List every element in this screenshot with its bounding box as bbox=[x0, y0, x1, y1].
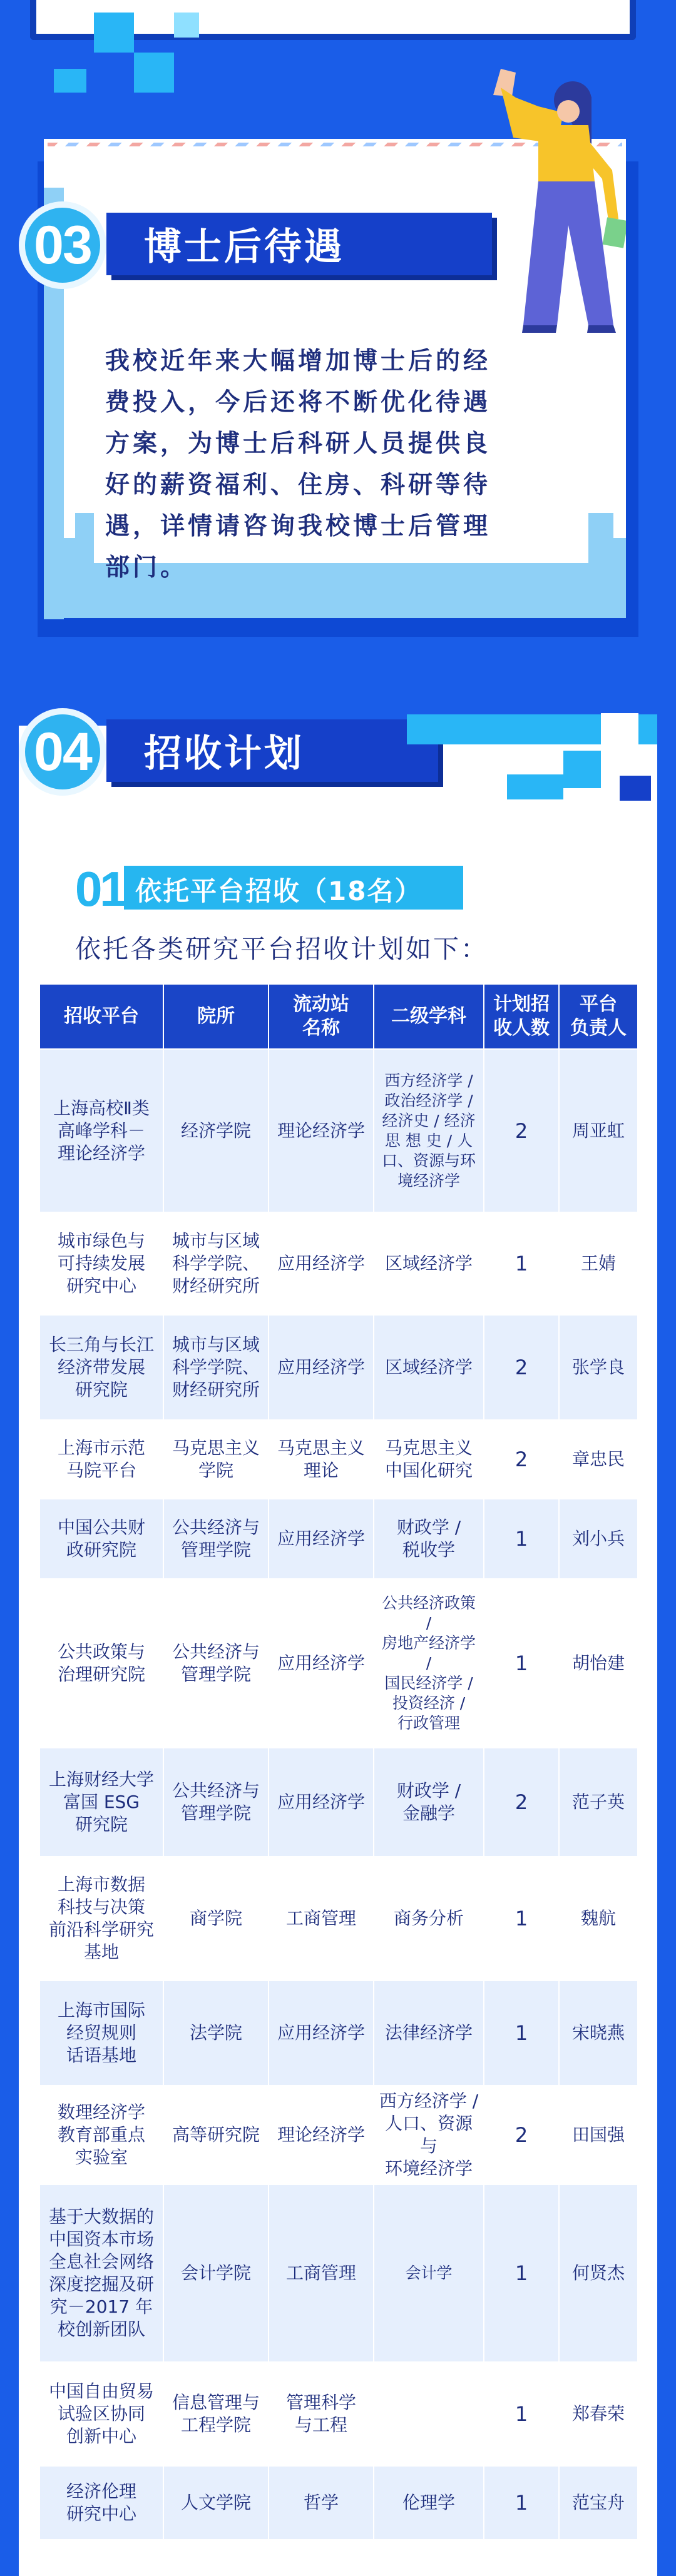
cell-text: 1 bbox=[515, 2491, 528, 2515]
body-line: 费投入，今后还将不断优化待遇 bbox=[105, 388, 491, 417]
cell-text: 理论 bbox=[303, 1460, 339, 1481]
table-row bbox=[39, 1316, 638, 1419]
cell-text: 管理学院 bbox=[180, 1539, 251, 1560]
cell-text: 范子英 bbox=[571, 1792, 625, 1812]
header-text: 名称 bbox=[302, 1017, 340, 1039]
section04-number-badge bbox=[19, 708, 106, 796]
cell-text: 城市与区域 bbox=[172, 1334, 260, 1355]
cell-text: 工商管理 bbox=[285, 2263, 356, 2283]
cell-text: 马克思主义 bbox=[172, 1438, 260, 1458]
cell-text: 理论经济学 bbox=[57, 1142, 145, 1164]
discipline-cell bbox=[374, 1049, 484, 1212]
institute-cell bbox=[163, 1578, 269, 1748]
count-cell bbox=[484, 2085, 559, 2185]
table-row bbox=[39, 1981, 638, 2085]
discipline-cell bbox=[374, 1856, 484, 1981]
cell-text: 话语基地 bbox=[66, 2045, 136, 2066]
cell-text: 工程学院 bbox=[180, 2415, 251, 2435]
subsection-number: 01 bbox=[75, 861, 125, 916]
platform-cell bbox=[39, 1316, 163, 1419]
station-cell bbox=[269, 1981, 374, 2085]
pixel-decoration bbox=[507, 774, 563, 799]
cell-text: 科学学院、 bbox=[172, 1357, 260, 1377]
recruitment-table bbox=[39, 983, 638, 2539]
header-count bbox=[484, 984, 559, 1049]
table-row bbox=[39, 1748, 638, 1856]
station-cell bbox=[269, 1316, 374, 1419]
leader-cell bbox=[559, 1419, 638, 1499]
cell-text: 信息管理与 bbox=[172, 2392, 260, 2413]
cell-text: 人口、资源与 bbox=[384, 2113, 473, 2156]
leader-cell bbox=[559, 1981, 638, 2085]
institute-cell bbox=[163, 1499, 269, 1578]
table-row bbox=[39, 1578, 638, 1748]
cell-text: 应用经济学 bbox=[277, 1253, 365, 1274]
cell-text: 商务分析 bbox=[393, 1908, 464, 1929]
leader-cell bbox=[559, 1748, 638, 1856]
pixel-decoration bbox=[563, 751, 601, 788]
cell-text: 管理科学 bbox=[285, 2392, 356, 2413]
body-line: 我校近年来大幅增加博士后的经 bbox=[105, 347, 491, 375]
cell-text: 中国公共财 bbox=[57, 1517, 145, 1538]
count-cell bbox=[484, 1419, 559, 1499]
header-station bbox=[269, 984, 374, 1049]
header-text: 收人数 bbox=[493, 1017, 550, 1039]
station-cell bbox=[269, 1499, 374, 1578]
count-cell bbox=[484, 1578, 559, 1748]
cell-text: 法学院 bbox=[189, 2022, 242, 2043]
section04-title-banner bbox=[106, 719, 438, 782]
header-text: 平台 bbox=[580, 993, 617, 1015]
count-cell bbox=[484, 1856, 559, 1981]
cell-text: 哲学 bbox=[303, 2492, 339, 2513]
cell-text: 公共经济与 bbox=[172, 1780, 260, 1801]
cell-text: 高峰学科－ bbox=[57, 1120, 145, 1141]
cell-text: 口、资源与环 bbox=[381, 1151, 476, 1170]
discipline-cell bbox=[374, 2361, 484, 2467]
institute-cell bbox=[163, 1419, 269, 1499]
platform-cell bbox=[39, 1748, 163, 1856]
cell-text: 宋晓燕 bbox=[571, 2022, 625, 2043]
cell-text: 范宝舟 bbox=[571, 2492, 625, 2513]
platform-cell bbox=[39, 2361, 163, 2467]
header-platform bbox=[39, 984, 163, 1049]
cell-text: 田国强 bbox=[571, 2124, 625, 2145]
cell-text: 马克思主义 bbox=[277, 1438, 365, 1458]
table-row bbox=[39, 2467, 638, 2539]
cell-text: 研究院 bbox=[74, 1814, 128, 1835]
cell-text: 经贸规则 bbox=[66, 2022, 136, 2043]
cell-text: 人文学院 bbox=[180, 2492, 251, 2513]
cell-text: 实验室 bbox=[74, 2147, 128, 2168]
cell-text: 2 bbox=[515, 1790, 528, 1814]
station-cell bbox=[269, 2467, 374, 2539]
leader-cell bbox=[559, 2185, 638, 2361]
cell-text: 马克思主义 bbox=[384, 1438, 473, 1458]
cell-text: 上海财经大学 bbox=[48, 1769, 154, 1790]
pixel-decoration bbox=[94, 13, 134, 53]
cell-text: 1 bbox=[515, 2261, 528, 2285]
cell-text: 富国 ESG bbox=[63, 1792, 140, 1812]
station-cell bbox=[269, 1419, 374, 1499]
count-cell bbox=[484, 1212, 559, 1316]
cell-text: 理论经济学 bbox=[277, 2124, 365, 2145]
cell-text: 1 bbox=[515, 1907, 528, 1930]
table-row bbox=[39, 1856, 638, 1981]
institute-cell bbox=[163, 1212, 269, 1316]
cell-text: 2 bbox=[515, 1356, 528, 1379]
count-cell bbox=[484, 1049, 559, 1212]
table-row bbox=[39, 1049, 638, 1212]
platform-cell bbox=[39, 1578, 163, 1748]
platform-cell bbox=[39, 1049, 163, 1212]
section03-body bbox=[105, 341, 587, 589]
cell-text: 法律经济学 bbox=[384, 2022, 473, 2043]
cell-text: 基地 bbox=[83, 1942, 119, 1962]
cell-text: 研究中心 bbox=[66, 1275, 136, 1296]
cell-text: 试验区协同 bbox=[57, 2403, 145, 2424]
cell-text: 经济带发展 bbox=[57, 1357, 145, 1377]
pixel-decoration bbox=[134, 53, 174, 93]
cell-text: 公共经济与 bbox=[172, 1517, 260, 1538]
cell-text: 区域经济学 bbox=[384, 1253, 473, 1274]
institute-cell bbox=[163, 1981, 269, 2085]
cell-text: 上海市数据 bbox=[57, 1874, 145, 1895]
cell-text: 会计学 bbox=[405, 2264, 453, 2282]
table-row bbox=[39, 1499, 638, 1578]
cell-text: 科技与决策 bbox=[57, 1897, 145, 1917]
institute-cell bbox=[163, 2361, 269, 2467]
cell-text: 章忠民 bbox=[571, 1449, 625, 1469]
body-line: 好的薪资福利、住房、科研等待 bbox=[105, 471, 491, 499]
cell-text: 科学学院、 bbox=[172, 1253, 260, 1274]
cell-text: 胡怡建 bbox=[571, 1653, 625, 1673]
station-cell bbox=[269, 1856, 374, 1981]
station-cell bbox=[269, 2361, 374, 2467]
cell-text: 经济伦理 bbox=[66, 2481, 136, 2502]
header-text: 二级学科 bbox=[391, 1005, 466, 1027]
leader-cell bbox=[559, 2361, 638, 2467]
cell-text: 房地产经济学 / bbox=[381, 1634, 476, 1672]
cell-text: 郑春荣 bbox=[571, 2403, 625, 2424]
leader-cell bbox=[559, 1856, 638, 1981]
leader-cell bbox=[559, 2085, 638, 2185]
cell-text: 城市与区域 bbox=[172, 1230, 260, 1251]
subsection-title bbox=[75, 861, 463, 915]
cell-text: 王婧 bbox=[580, 1253, 616, 1274]
cell-text: 环境经济学 bbox=[384, 2158, 473, 2179]
pixel-decoration bbox=[174, 13, 199, 38]
institute-cell bbox=[163, 1856, 269, 1981]
cell-text: 区域经济学 bbox=[384, 1357, 473, 1377]
pixel-decoration bbox=[54, 69, 86, 93]
cell-text: 数理经济学 bbox=[57, 2102, 145, 2122]
discipline-cell bbox=[374, 1748, 484, 1856]
platform-cell bbox=[39, 2185, 163, 2361]
cell-text: 财政学 / bbox=[396, 1780, 461, 1801]
cell-text: 研究院 bbox=[74, 1379, 128, 1400]
cell-text: 会计学院 bbox=[180, 2263, 251, 2283]
cell-text: 1 bbox=[515, 1252, 528, 1275]
discipline-cell bbox=[374, 2085, 484, 2185]
cell-text: 1 bbox=[515, 1527, 528, 1551]
cell-text: 行政管理 bbox=[397, 1714, 460, 1732]
table-row bbox=[39, 2085, 638, 2185]
cell-text: 学院 bbox=[198, 1460, 233, 1481]
institute-cell bbox=[163, 2085, 269, 2185]
cell-text: 上海市示范 bbox=[57, 1438, 145, 1458]
woman-illustration bbox=[463, 63, 626, 338]
header-text: 招收平台 bbox=[64, 1005, 139, 1027]
cell-text: 治理研究院 bbox=[57, 1664, 145, 1685]
intro-text: 依托各类研究平台招收计划如下： bbox=[75, 934, 488, 964]
body-line: 部门。 bbox=[105, 554, 188, 582]
cell-text: 校创新团队 bbox=[57, 2319, 145, 2340]
cell-text: 应用经济学 bbox=[277, 1653, 365, 1673]
cell-text: 公共政策与 bbox=[57, 1641, 145, 1662]
cell-text: 商学院 bbox=[189, 1908, 242, 1929]
section03-number-badge bbox=[19, 201, 106, 289]
cell-text: 何贤杰 bbox=[571, 2263, 625, 2283]
header-text: 流动站 bbox=[293, 993, 349, 1015]
platform-cell bbox=[39, 1856, 163, 1981]
cell-text: 境经济学 bbox=[397, 1171, 460, 1190]
cell-text: 财经研究所 bbox=[172, 1275, 260, 1296]
cell-text: 高等研究院 bbox=[172, 2124, 260, 2145]
leader-cell bbox=[559, 1049, 638, 1212]
header-text: 院所 bbox=[197, 1005, 235, 1027]
cell-text: 长三角与长江 bbox=[48, 1334, 154, 1355]
cell-text: 周亚虹 bbox=[571, 1120, 625, 1141]
cell-text: 思 想 史 / 人 bbox=[384, 1131, 473, 1150]
cell-text: 2 bbox=[515, 2123, 528, 2147]
cell-text: 西方经济学 / bbox=[379, 2091, 479, 2111]
cell-text: 1 bbox=[515, 1651, 528, 1675]
cell-text: 张学良 bbox=[571, 1357, 625, 1377]
section03-number-text: 03 bbox=[34, 215, 91, 275]
cell-text: 理论经济学 bbox=[277, 1120, 365, 1141]
cell-text: 1 bbox=[515, 2402, 528, 2426]
discipline-cell bbox=[374, 1419, 484, 1499]
cell-text: 教育部重点 bbox=[57, 2124, 145, 2145]
discipline-cell bbox=[374, 1499, 484, 1578]
count-cell bbox=[484, 1316, 559, 1419]
discipline-cell bbox=[374, 1981, 484, 2085]
section03-title-banner bbox=[106, 213, 492, 275]
cell-text: 上海高校Ⅱ类 bbox=[53, 1097, 150, 1118]
discipline-cell bbox=[374, 1316, 484, 1419]
cell-text: 财经研究所 bbox=[172, 1379, 260, 1400]
cell-text: 深度挖掘及研 bbox=[48, 2274, 154, 2295]
discipline-cell bbox=[374, 2467, 484, 2539]
station-cell bbox=[269, 2085, 374, 2185]
institute-cell bbox=[163, 2467, 269, 2539]
cell-text: 管理学院 bbox=[180, 1803, 251, 1823]
cell-text: 魏航 bbox=[580, 1908, 616, 1929]
leader-cell bbox=[559, 1212, 638, 1316]
cell-text: 西方经济学 / bbox=[384, 1071, 473, 1090]
cell-text: 与工程 bbox=[294, 2415, 347, 2435]
body-line: 遇，详情请咨询我校博士后管理 bbox=[105, 512, 491, 540]
count-cell bbox=[484, 1981, 559, 2085]
station-cell bbox=[269, 1748, 374, 1856]
table-body bbox=[39, 1049, 638, 2539]
leader-cell bbox=[559, 1316, 638, 1419]
cell-text: 应用经济学 bbox=[277, 1792, 365, 1812]
cell-text: 投资经济 / bbox=[392, 1694, 466, 1712]
cell-text: 应用经济学 bbox=[277, 1528, 365, 1549]
institute-cell bbox=[163, 2185, 269, 2361]
cell-text: 工商管理 bbox=[285, 1908, 356, 1929]
header-leader bbox=[559, 984, 638, 1049]
institute-cell bbox=[163, 1316, 269, 1419]
cell-text: 政研究院 bbox=[66, 1539, 136, 1560]
discipline-cell bbox=[374, 1578, 484, 1748]
section04-title: 招收计划 bbox=[144, 732, 304, 776]
cell-text: 城市绿色与 bbox=[57, 1230, 145, 1251]
header-discipline bbox=[374, 984, 484, 1049]
subsection-label: 依托平台招收（18名） bbox=[135, 876, 422, 906]
header-text: 负责人 bbox=[570, 1017, 627, 1039]
table-row bbox=[39, 2185, 638, 2361]
cell-text: 中国化研究 bbox=[384, 1460, 473, 1481]
institute-cell bbox=[163, 1748, 269, 1856]
pixel-decoration bbox=[620, 776, 651, 801]
count-cell bbox=[484, 2361, 559, 2467]
platform-cell bbox=[39, 1419, 163, 1499]
station-cell bbox=[269, 1578, 374, 1748]
platform-cell bbox=[39, 1212, 163, 1316]
count-cell bbox=[484, 1748, 559, 1856]
platform-cell bbox=[39, 1499, 163, 1578]
cell-text: 税收学 bbox=[402, 1539, 455, 1560]
count-cell bbox=[484, 2467, 559, 2539]
cell-text: 金融学 bbox=[402, 1803, 455, 1823]
cell-text: 前沿科学研究 bbox=[48, 1919, 154, 1940]
cell-text: 政治经济学 / bbox=[384, 1091, 473, 1110]
count-cell bbox=[484, 1499, 559, 1578]
leader-cell bbox=[559, 1578, 638, 1748]
cell-text: 管理学院 bbox=[180, 1664, 251, 1685]
cell-text: 究－2017 年 bbox=[49, 2296, 153, 2317]
discipline-cell bbox=[374, 1212, 484, 1316]
cell-text: 全息社会网络 bbox=[48, 2251, 154, 2272]
cell-text: 研究中心 bbox=[66, 2503, 136, 2524]
table-row bbox=[39, 1212, 638, 1316]
cell-text: 公共经济政策 / bbox=[381, 1594, 476, 1632]
cell-text: 国民经济学 / bbox=[384, 1674, 473, 1692]
platform-cell bbox=[39, 2467, 163, 2539]
cell-text: 基于大数据的 bbox=[48, 2206, 154, 2227]
cell-text: 应用经济学 bbox=[277, 1357, 365, 1377]
leader-cell bbox=[559, 2467, 638, 2539]
body-line: 方案，为博士后科研人员提供良 bbox=[105, 430, 491, 458]
section03-title: 博士后待遇 bbox=[144, 225, 344, 269]
table-row bbox=[39, 1419, 638, 1499]
cell-text: 伦理学 bbox=[402, 2492, 455, 2513]
cell-text: 上海市国际 bbox=[57, 2000, 145, 2021]
count-cell bbox=[484, 2185, 559, 2361]
leader-cell bbox=[559, 1499, 638, 1578]
cell-text: 2 bbox=[515, 1448, 528, 1471]
section04-number: 04 bbox=[34, 721, 91, 782]
cell-text: 经济史 / 经济 bbox=[382, 1111, 476, 1130]
platform-cell bbox=[39, 2085, 163, 2185]
platform-cell bbox=[39, 1981, 163, 2085]
station-cell bbox=[269, 1049, 374, 1212]
cell-text: 马院平台 bbox=[66, 1460, 136, 1481]
cell-text: 刘小兵 bbox=[571, 1528, 625, 1549]
header-text: 计划招 bbox=[493, 993, 550, 1015]
discipline-cell bbox=[374, 2185, 484, 2361]
table-row bbox=[39, 2361, 638, 2467]
cell-text: 中国自由贸易 bbox=[48, 2381, 154, 2401]
cell-text: 财政学 / bbox=[396, 1517, 461, 1538]
station-cell bbox=[269, 2185, 374, 2361]
station-cell bbox=[269, 1212, 374, 1316]
header-institute bbox=[163, 984, 269, 1049]
cell-text: 1 bbox=[515, 2021, 528, 2045]
cell-text: 经济学院 bbox=[180, 1120, 251, 1141]
table-header-row bbox=[39, 984, 638, 1049]
cell-text: 应用经济学 bbox=[277, 2022, 365, 2043]
institute-cell bbox=[163, 1049, 269, 1212]
cell-text: 创新中心 bbox=[66, 2426, 136, 2447]
cell-text: 公共经济与 bbox=[172, 1641, 260, 1662]
cell-text: 2 bbox=[515, 1118, 528, 1143]
cell-text: 可持续发展 bbox=[57, 1253, 145, 1274]
cell-text: 中国资本市场 bbox=[48, 2229, 154, 2249]
pixel-decoration bbox=[601, 713, 638, 751]
